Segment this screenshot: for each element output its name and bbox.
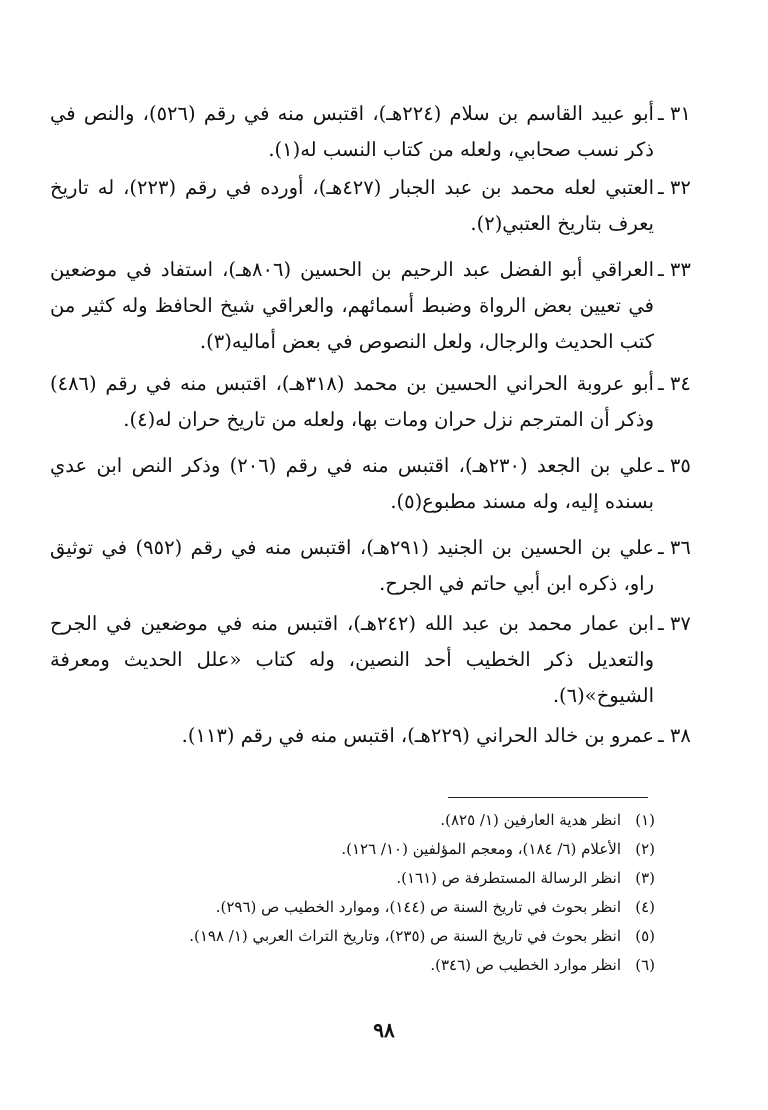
entries-list <box>50 96 691 754</box>
entry-38 <box>50 718 691 754</box>
entry-number: ٣١ ـ <box>658 102 691 125</box>
entry-33 <box>50 252 691 360</box>
footnote-text: انظر بحوث في تاريخ السنة ص (١٤٤)، وموارد الخطيب ص (٢٩٦). <box>215 898 621 916</box>
entry-text: عمرو بن خالد الحراني (٢٢٩هـ)، اقتبس منه في رقم (١١٣). <box>181 724 654 747</box>
entry-number: ٣٨ ـ <box>658 724 691 747</box>
page-number: ٩٨ <box>373 1018 395 1042</box>
footnote-text: انظر بحوث في تاريخ السنة ص (٢٣٥)، وتاريخ التراث العربي (١/ ١٩٨). <box>189 927 621 945</box>
entry-number: ٣٦ ـ <box>658 536 691 559</box>
entry-text: ابن عمار محمد بن عبد الله (٢٤٢هـ)، اقتبس منه في موضعين في الجرح والتعديل ذكر الخطيب أحد النصين، وله كتاب «علل الحديث ومعرفة الشيوخ»(٦). <box>50 612 654 707</box>
footnote-text: الأعلام (٦/ ١٨٤)، ومعجم المؤلفين (١٠/ ١٢٦). <box>341 840 621 858</box>
entry-31 <box>50 96 691 168</box>
footnote-number: (٣) <box>635 869 655 887</box>
entry-number: ٣٢ ـ <box>658 176 691 199</box>
entry-number: ٣٥ ـ <box>658 454 691 477</box>
entry-34 <box>50 366 691 438</box>
footnote-4 <box>135 893 655 922</box>
entry-text: علي بن الجعد (٢٣٠هـ)، اقتبس منه في رقم (٢٠٦) وذكر النص ابن عدي بسنده إليه، وله مسند مطبوع(٥). <box>50 454 654 513</box>
footnote-1 <box>135 806 655 835</box>
entry-text: أبو عروبة الحراني الحسين بن محمد (٣١٨هـ)، اقتبس منه في رقم (٤٨٦) وذكر أن المترجم نزل حران ومات بها، ولعله من تاريخ حران له(٤). <box>50 372 654 431</box>
entry-text: العتبي لعله محمد بن عبد الجبار (٤٢٧هـ)، أورده في رقم (٢٢٣)، له تاريخ يعرف بتاريخ العتبي(٢). <box>50 176 654 235</box>
entry-37 <box>50 606 691 714</box>
footnote-text: انظر موارد الخطيب ص (٣٤٦). <box>430 956 621 974</box>
footnote-5 <box>135 922 655 951</box>
footnote-number: (٦) <box>635 956 655 974</box>
footnote-3 <box>135 864 655 893</box>
entry-text: علي بن الحسين بن الجنيد (٢٩١هـ)، اقتبس منه في رقم (٩٥٢) في توثيق راو، ذكره ابن أبي حاتم في الجرح. <box>50 536 655 595</box>
footnote-divider <box>448 797 648 798</box>
entry-32 <box>50 170 691 242</box>
entry-number: ٣٧ ـ <box>658 612 691 635</box>
entry-35 <box>50 448 691 520</box>
footnotes-list <box>135 806 655 980</box>
entry-number: ٣٤ ـ <box>658 372 691 395</box>
footnote-6 <box>135 951 655 980</box>
footnote-2 <box>135 835 655 864</box>
entry-text: العراقي أبو الفضل عبد الرحيم بن الحسين (٨٠٦هـ)، استفاد في موضعين في تعيين بعض الرواة وضبط أسمائهم، والعراقي شيخ الحافظ وله كثير من كتب الحديث والرجال، ولعل النصوص في بعض أماليه(٣). <box>50 258 655 353</box>
entry-text: أبو عبيد القاسم بن سلام (٢٢٤هـ)، اقتبس منه في رقم (٥٢٦)، والنص في ذكر نسب صحابي، ولعله من كتاب النسب له(١). <box>50 102 654 161</box>
footnote-number: (٥) <box>635 927 655 945</box>
footnote-number: (٤) <box>635 898 655 916</box>
footnote-text: انظر الرسالة المستطرفة ص (١٦١). <box>396 869 621 887</box>
footnote-number: (٢) <box>635 840 655 858</box>
footnote-number: (١) <box>635 811 655 829</box>
footnote-text: انظر هدية العارفين (١/ ٨٢٥). <box>440 811 621 829</box>
entry-36 <box>50 530 691 602</box>
entry-number: ٣٣ ـ <box>658 258 691 281</box>
